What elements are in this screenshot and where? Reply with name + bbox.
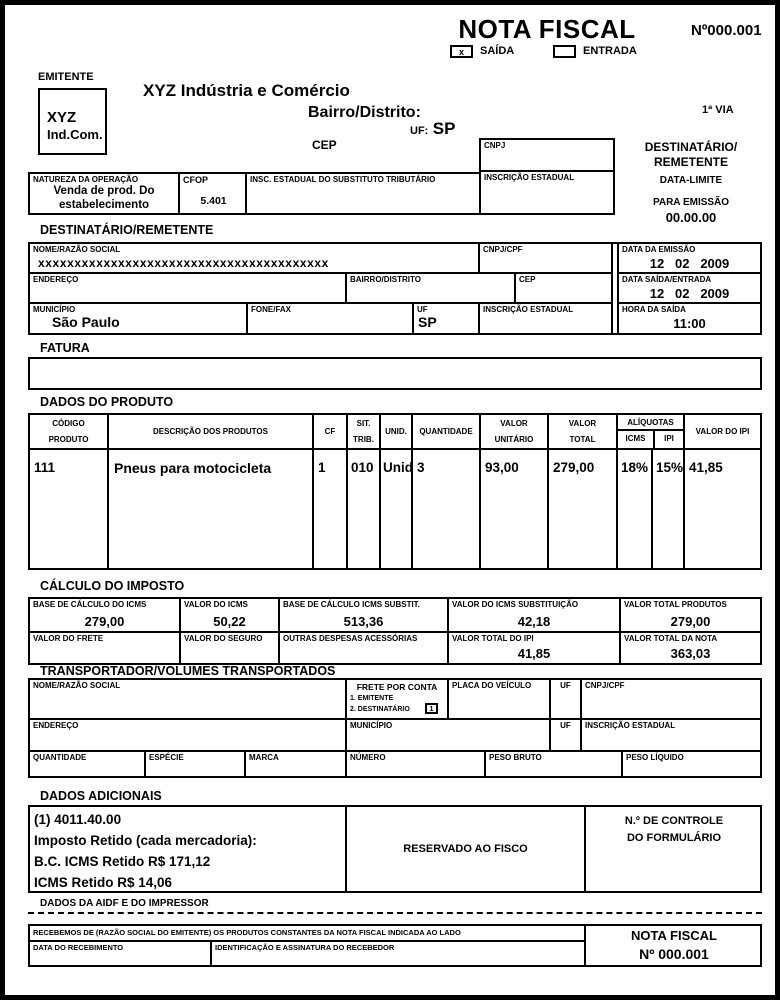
imposto-label-4: VALOR TOTAL PRODUTOS xyxy=(624,600,727,609)
para-emissao-label: PARA EMISSÃO xyxy=(652,197,730,208)
inscricao-estadual-label: INSCRIÇÃO ESTADUAL xyxy=(484,173,575,182)
hora-label: HORA DA SAÍDA xyxy=(622,305,686,314)
peso-bruto-label: PESO BRUTO xyxy=(489,753,542,762)
identificacao-label: IDENTIFICAÇÃO E ASSINATURA DO RECEBEDOR xyxy=(215,943,395,952)
fatura-section-title: FATURA xyxy=(40,341,90,355)
hdr-ipi: IPI xyxy=(653,431,683,448)
cell-quantidade: 3 xyxy=(417,460,425,475)
data-emissao-label: DATA DA EMISSÃO xyxy=(622,245,696,254)
data-saida-value: 12 02 2009 xyxy=(649,286,730,301)
invoice-number: Nº000.001 xyxy=(691,22,762,39)
field-inscricao-dest xyxy=(478,302,611,333)
controle-line1: N.º DE CONTROLE xyxy=(624,815,724,827)
product-row-sit xyxy=(346,450,379,568)
adicionais-line-3: ICMS Retido R$ 14,06 xyxy=(34,875,173,890)
produtos-section-title: DADOS DO PRODUTO xyxy=(40,395,174,409)
field-peso-bruto xyxy=(484,750,621,776)
cep-label: CEP xyxy=(312,138,337,152)
transp-inscricao-label: INSCRIÇÃO ESTADUAL xyxy=(585,721,676,730)
field-valor-total-produtos xyxy=(619,599,760,631)
cell-valor-total: 279,00 xyxy=(553,460,595,475)
controle-formulario-box xyxy=(584,807,760,891)
especie-label: ESPÉCIE xyxy=(149,753,184,762)
transp-cnpj-label: CNPJ/CPF xyxy=(585,681,625,690)
logo-text-line1: XYZ xyxy=(47,109,77,126)
field-cfop xyxy=(178,174,245,213)
field-valor-total-ipi xyxy=(447,631,619,663)
col-sit-trib xyxy=(346,415,379,448)
reservado-fisco-box xyxy=(345,807,584,891)
entrada-label: ENTRADA xyxy=(583,45,637,57)
canhoto-box xyxy=(28,924,762,967)
field-quantidade-vol xyxy=(30,750,144,776)
field-municipio xyxy=(30,302,246,333)
reservado-fisco-label: RESERVADO AO FISCO xyxy=(403,843,528,855)
field-natureza-operacao xyxy=(30,174,178,213)
cfop-value: 5.401 xyxy=(200,195,227,207)
imposto-value-0: 279,00 xyxy=(84,614,125,629)
imposto-value-4: 279,00 xyxy=(670,614,711,629)
field-hora-saida xyxy=(617,302,760,333)
cell-codigo: 111 xyxy=(34,460,56,475)
product-row-quantidade xyxy=(411,450,479,568)
hdr-codigo1: CÓDIGO xyxy=(52,419,85,428)
natureza-row xyxy=(28,172,481,215)
uf-dest-value: SP xyxy=(418,314,437,330)
field-peso-liquido xyxy=(621,750,760,776)
hdr-vunit1: VALOR xyxy=(500,419,528,428)
col-unid xyxy=(379,415,411,448)
imposto-label-9: VALOR TOTAL DA NOTA xyxy=(624,634,718,643)
field-valor-icms xyxy=(179,599,278,631)
col-codigo xyxy=(30,415,107,448)
frete-label: FRETE POR CONTA xyxy=(356,682,438,692)
transportador-section-title: TRANSPORTADOR/VOLUMES TRANSPORTADOS xyxy=(40,664,336,678)
adicionais-line-2: B.C. ICMS Retido R$ 171,12 xyxy=(34,854,211,869)
transp-nome-label: NOME/RAZÃO SOCIAL xyxy=(33,681,121,690)
fone-label: FONE/FAX xyxy=(251,305,292,314)
field-valor-total-nota xyxy=(619,631,760,663)
placa-label: PLACA DO VEÍCULO xyxy=(452,681,532,690)
hdr-descricao: DESCRIÇÃO DOS PRODUTOS xyxy=(153,427,268,436)
natureza-value-line1: Venda de prod. Do xyxy=(53,185,155,197)
quantidade-vol-label: QUANTIDADE xyxy=(33,753,87,762)
col-descricao xyxy=(107,415,312,448)
hdr-sit2: TRIB. xyxy=(353,435,374,444)
field-valor-icms-subst xyxy=(447,599,619,631)
natureza-value-line2: estabelecimento xyxy=(58,199,150,211)
cell-unid: Unid xyxy=(383,460,413,475)
field-inscricao-estadual xyxy=(481,172,613,213)
field-transp-endereco xyxy=(30,718,345,750)
municipio-label: MUNICÍPIO xyxy=(33,305,76,314)
imposto-value-9: 363,03 xyxy=(670,646,711,661)
field-data-recebimento xyxy=(30,940,210,965)
data-limite-label: DATA-LIMITE xyxy=(659,175,723,186)
field-transp-uf xyxy=(549,680,580,718)
hdr-sit1: SIT. xyxy=(356,419,371,428)
field-transp-inscricao xyxy=(580,718,760,750)
transp-municipio-label: MUNICÍPIO xyxy=(350,721,393,730)
imposto-label-2: BASE DE CÁLCULO ICMS SUBSTIT. xyxy=(283,600,420,609)
bairro-distrito-label: Bairro/Distrito: xyxy=(308,104,421,121)
hdr-valor-ipi: VALOR DO IPI xyxy=(695,427,750,436)
field-cep xyxy=(514,272,611,302)
adicionais-lines xyxy=(34,809,257,893)
peso-liquido-label: PESO LÍQUIDO xyxy=(626,753,684,762)
col-aliquotas xyxy=(616,415,683,448)
perforation-dashed-line xyxy=(28,912,762,914)
numero-label: NÚMERO xyxy=(350,753,386,762)
field-data-emissao xyxy=(617,244,760,272)
emitente-logo-box xyxy=(38,88,107,155)
product-row-ipi xyxy=(651,450,683,568)
cell-descricao: Pneus para motocicleta xyxy=(114,460,272,476)
cell-cf: 1 xyxy=(318,460,326,475)
produtos-header-row xyxy=(30,415,760,450)
field-uf-dest xyxy=(412,302,478,333)
company-name: XYZ Indústria e Comércio xyxy=(143,81,350,100)
field-outras-despesas xyxy=(278,631,447,663)
cnpj-ie-box xyxy=(479,138,615,215)
cell-valor-ipi: 41,85 xyxy=(689,460,723,475)
nome-value: xxxxxxxxxxxxxxxxxxxxxxxxxxxxxxxxxxxxxxxx xyxy=(38,256,329,270)
natureza-label: NATUREZA DA OPERAÇÃO xyxy=(33,175,139,184)
via-label: 1ª VIA xyxy=(702,104,734,116)
frete-opt-emitente: 1. EMITENTE xyxy=(350,695,394,702)
hdr-aliquotas: ALÍQUOTAS xyxy=(618,415,683,431)
hora-value: 11:00 xyxy=(673,316,706,331)
page-title: NOTA FISCAL xyxy=(458,14,636,44)
field-fone-fax xyxy=(246,302,412,333)
imposto-label-8: VALOR TOTAL DO IPI xyxy=(452,634,534,643)
hdr-quantidade: QUANTIDADE xyxy=(419,427,473,436)
bairro-label: BAIRRO/DISTRITO xyxy=(350,275,421,284)
adicionais-line-0: (1) 4011.40.00 xyxy=(34,812,122,827)
imposto-label-5: VALOR DO FRETE xyxy=(33,634,104,643)
cell-ipi: 15% xyxy=(656,460,684,475)
cnpj-cpf-label: CNPJ/CPF xyxy=(483,245,523,254)
transp-endereco-label: ENDEREÇO xyxy=(33,721,79,730)
dest-rem-line2: REMETENTE xyxy=(653,155,728,169)
uf-value: SP xyxy=(432,119,456,138)
imposto-label-0: BASE DE CÁLCULO DO ICMS xyxy=(33,600,147,609)
imposto-value-1: 50,22 xyxy=(213,614,246,629)
imposto-table xyxy=(28,597,762,665)
field-transp-uf2 xyxy=(549,718,580,750)
product-row-valor-ipi xyxy=(683,450,760,568)
cell-sit: 010 xyxy=(351,460,374,475)
double-line xyxy=(611,244,613,333)
adicionais-text-box xyxy=(30,807,345,891)
saida-label: SAÍDA xyxy=(480,45,515,57)
field-valor-seguro xyxy=(179,631,278,663)
fatura-box xyxy=(28,357,762,390)
field-valor-frete xyxy=(30,631,179,663)
dest-rem-line1: DESTINATÁRIO/ xyxy=(644,140,738,154)
frete-value-box: 1 xyxy=(425,703,438,714)
saida-check-mark: x xyxy=(458,47,464,57)
imposto-section-title: CÁLCULO DO IMPOSTO xyxy=(40,579,185,593)
imposto-label-7: OUTRAS DESPESAS ACESSÓRIAS xyxy=(283,634,418,643)
destinatario-section-title: DESTINATÁRIO/REMETENTE xyxy=(40,223,214,237)
field-transp-cnpj xyxy=(580,680,760,718)
imposto-value-3: 42,18 xyxy=(517,614,551,629)
marca-label: MARCA xyxy=(249,753,279,762)
hdr-icms: ICMS xyxy=(625,434,646,443)
logo-text-line2: Ind.Com. xyxy=(47,127,103,142)
field-nome-razao-social xyxy=(30,244,478,272)
uf-dest-label: UF xyxy=(417,305,428,314)
hdr-vtotal1: VALOR xyxy=(568,419,597,428)
imposto-value-2: 513,36 xyxy=(343,614,384,629)
product-row-descricao xyxy=(107,450,312,568)
recebemos-cell xyxy=(30,926,584,940)
insc-substituto-label: INSC. ESTADUAL DO SUBSTITUTO TRIBUTÁRIO xyxy=(250,175,436,184)
col-cf xyxy=(312,415,346,448)
cfop-label: CFOP xyxy=(183,175,209,185)
field-frete-por-conta xyxy=(345,680,447,718)
field-endereco xyxy=(30,272,345,302)
canhoto-nf-box xyxy=(584,926,760,965)
field-insc-substituto xyxy=(245,174,483,213)
hdr-cf: CF xyxy=(324,427,336,436)
data-emissao-value: 12 02 2009 xyxy=(649,256,730,271)
data-recebimento-label: DATA DO RECEBIMENTO xyxy=(33,943,124,952)
imposto-label-1: VALOR DO ICMS xyxy=(184,600,248,609)
emitente-label: EMITENTE xyxy=(38,71,94,83)
field-marca xyxy=(244,750,345,776)
product-row-valor-total xyxy=(547,450,616,568)
transp-uf2-label: UF xyxy=(560,721,571,730)
controle-line2: DO FORMULÁRIO xyxy=(626,832,722,844)
field-bairro xyxy=(345,272,514,302)
entrada-checkbox xyxy=(553,45,576,58)
destinatario-table xyxy=(28,242,762,335)
para-emissao-value: 00.00.00 xyxy=(665,210,717,225)
field-cnpj xyxy=(481,140,613,172)
imposto-value-8: 41,85 xyxy=(517,646,551,661)
field-transp-nome xyxy=(30,680,345,718)
uf-line xyxy=(410,119,455,139)
hdr-unid: UNID. xyxy=(385,427,407,436)
product-row-codigo xyxy=(30,450,107,568)
imposto-label-6: VALOR DO SEGURO xyxy=(184,634,263,643)
col-quantidade xyxy=(411,415,479,448)
uf-label: UF: xyxy=(410,125,429,137)
product-row-unid xyxy=(379,450,411,568)
adicionais-section-title: DADOS ADICIONAIS xyxy=(40,789,162,803)
product-row-valor-unitario xyxy=(479,450,547,568)
cep-label2: CEP xyxy=(519,275,536,284)
recebemos-text: RECEBEMOS DE (RAZÃO SOCIAL DO EMITENTE) OS PRODUTOS CONSTANTES DA NOTA FISCAL INDICADA AO LADO xyxy=(33,928,461,937)
field-transp-municipio xyxy=(345,718,549,750)
adicionais-line-1: Imposto Retido (cada mercadoria): xyxy=(34,833,257,848)
field-especie xyxy=(144,750,244,776)
canhoto-nf-title: NOTA FISCAL xyxy=(631,928,717,943)
municipio-value: São Paulo xyxy=(52,314,120,330)
cnpj-label: CNPJ xyxy=(484,141,506,150)
field-cnpj-cpf xyxy=(478,244,611,272)
endereco-label: ENDEREÇO xyxy=(33,275,79,284)
hdr-vunit2: UNITÁRIO xyxy=(494,435,534,444)
transportador-table xyxy=(28,678,762,778)
field-numero xyxy=(345,750,484,776)
field-placa-veiculo xyxy=(447,680,549,718)
transp-uf-label: UF xyxy=(560,681,571,690)
col-valor-total xyxy=(547,415,616,448)
cell-icms: 18% xyxy=(621,460,649,475)
field-identificacao-recebedor xyxy=(210,940,584,965)
frete-opt-destinatario: 2. DESTINATÁRIO xyxy=(350,706,410,713)
data-saida-label: DATA SAÍDA/ENTRADA xyxy=(622,275,712,284)
imposto-label-3: VALOR DO ICMS SUBSTITUIÇÃO xyxy=(452,600,579,609)
inscricao-dest-label: INSCRIÇÃO ESTADUAL xyxy=(483,305,574,314)
product-row-icms xyxy=(616,450,651,568)
canhoto-nf-number: Nº 000.001 xyxy=(639,946,709,962)
produtos-table xyxy=(28,413,762,570)
col-valor-ipi xyxy=(683,415,760,448)
cell-valor-unitario: 93,00 xyxy=(485,460,519,475)
field-base-icms-subst xyxy=(278,599,447,631)
product-row-cf xyxy=(312,450,346,568)
hdr-vtotal2: TOTAL xyxy=(569,435,596,444)
field-data-saida xyxy=(617,272,760,302)
col-valor-unitario xyxy=(479,415,547,448)
saida-checkbox xyxy=(450,45,473,58)
hdr-codigo2: PRODUTO xyxy=(48,435,89,444)
aidf-label: DADOS DA AIDF E DO IMPRESSOR xyxy=(40,898,209,909)
field-base-icms xyxy=(30,599,179,631)
nome-label: NOME/RAZÃO SOCIAL xyxy=(33,245,121,254)
adicionais-table xyxy=(28,805,762,893)
